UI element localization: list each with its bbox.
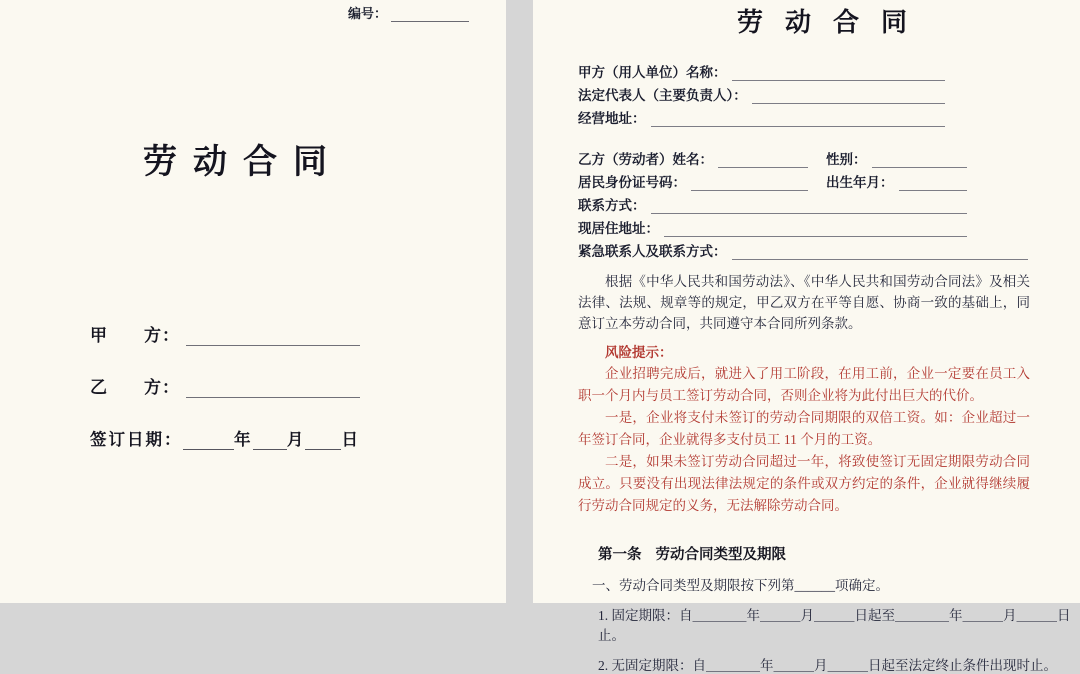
- party-a-label: 甲 方：: [90, 326, 180, 345]
- legal-rep-label: 法定代表人（主要负责人）：: [578, 88, 747, 103]
- legal-rep-blank: [752, 90, 945, 104]
- business-address-field: [578, 104, 1080, 127]
- intro-paragraph: 根据《中华人民共和国劳动法》、《中华人民共和国劳动合同法》及相关法律、法规、规章等的规定，甲乙双方在平等自愿、协商一致的基础上，同意订立本劳动合同，共同遵守本合同所列条款。: [578, 274, 1030, 331]
- cover-fields: [90, 322, 360, 450]
- serial-number-field: [348, 3, 469, 22]
- sign-date-month-blank: [253, 434, 287, 450]
- emergency-contact-label: 紧急联系人及联系方式：: [578, 244, 727, 259]
- business-address-blank: [651, 113, 946, 127]
- sign-date-month-unit: 月: [286, 430, 306, 449]
- sign-date-day-blank: [305, 434, 341, 450]
- emergency-contact-field: [578, 237, 1080, 260]
- cover-title: 劳动合同: [143, 144, 343, 181]
- gender-blank: [872, 154, 968, 168]
- risk-paragraph-3: 二是，如果未签订劳动合同超过一年，将致使签订无固定期限劳动合同成立。只要没有出现法律法规定的条件或双方约定的条件，企业就得继续履行劳动合同规定的义务，无法解除劳动合同。: [578, 454, 1030, 513]
- contract-cover-page: [0, 0, 506, 603]
- risk-warning-title: 风险提示：: [605, 345, 673, 360]
- sign-date-year-blank: [183, 434, 235, 450]
- employee-name-label: 乙方（劳动者）姓名：: [578, 152, 713, 167]
- id-number-label: 居民身份证号码：: [578, 175, 686, 190]
- article-1-number: 第一条: [598, 547, 642, 563]
- contact-blank: [651, 200, 968, 214]
- business-address-label: 经营地址：: [578, 111, 646, 126]
- party-a-field: [90, 322, 360, 346]
- article-1-item-1: 1. 固定期限：自＿＿＿＿年＿＿＿月＿＿＿日起至＿＿＿＿年＿＿＿月＿＿＿日止。: [598, 608, 1071, 643]
- contact-field: [578, 191, 1080, 214]
- employee-name-gender-row: [578, 145, 1080, 168]
- sign-date-field: [90, 426, 360, 450]
- employer-section: [578, 58, 1080, 127]
- contact-label: 联系方式：: [578, 198, 646, 213]
- gender-label: 性别：: [826, 152, 867, 167]
- party-b-field: [90, 374, 360, 398]
- residence-address-blank: [664, 223, 967, 237]
- employer-name-blank: [732, 67, 946, 81]
- legal-rep-field: [578, 81, 1080, 104]
- party-a-blank: [186, 328, 360, 346]
- birth-date-blank: [899, 177, 968, 191]
- article-1-section: [578, 543, 1080, 674]
- emergency-contact-blank: [732, 246, 1029, 260]
- sign-date-label: 签订日期：: [90, 430, 183, 449]
- contract-detail-page: [533, 0, 1080, 673]
- birth-date-label: 出生年月：: [826, 175, 894, 190]
- sign-date-year-unit: 年: [234, 430, 253, 449]
- contract-title: 劳动合同: [736, 8, 929, 37]
- id-number-blank: [691, 177, 808, 191]
- article-1-clause-1: 一、劳动合同类型及期限按下列第______项确定。: [592, 578, 889, 593]
- sign-date-day-unit: 日: [341, 430, 360, 449]
- article-1-title: 劳动合同类型及期限: [655, 547, 786, 563]
- article-1-heading: [598, 543, 1080, 564]
- employee-name-blank: [718, 154, 808, 168]
- risk-warning-block: [578, 342, 1080, 517]
- article-1-item-2: 2. 无固定期限：自＿＿＿＿年＿＿＿月＿＿＿日起至法定终止条件出现时止。: [598, 658, 1057, 673]
- party-b-label: 乙 方：: [90, 378, 180, 397]
- employer-name-label: 甲方（用人单位）名称：: [578, 65, 727, 80]
- employee-section: [578, 145, 1080, 260]
- id-birth-row: [578, 168, 1080, 191]
- residence-address-field: [578, 214, 1080, 237]
- risk-paragraph-1: 企业招聘完成后，就进入了用工阶段，在用工前，企业一定要在员工入职一个月内与员工签订劳动合同，否则企业将为此付出巨大的代价。: [578, 366, 1030, 403]
- residence-address-label: 现居住地址：: [578, 221, 659, 236]
- employer-name-field: [578, 58, 1080, 81]
- party-b-blank: [186, 380, 360, 398]
- serial-number-label: 编号：: [348, 6, 388, 21]
- serial-number-blank: [391, 8, 469, 22]
- risk-paragraph-2: 一是，企业将支付未签订的劳动合同期限的双倍工资。如：企业超过一年签订合同，企业就得多支付员工 11 个月的工资。: [578, 410, 1030, 447]
